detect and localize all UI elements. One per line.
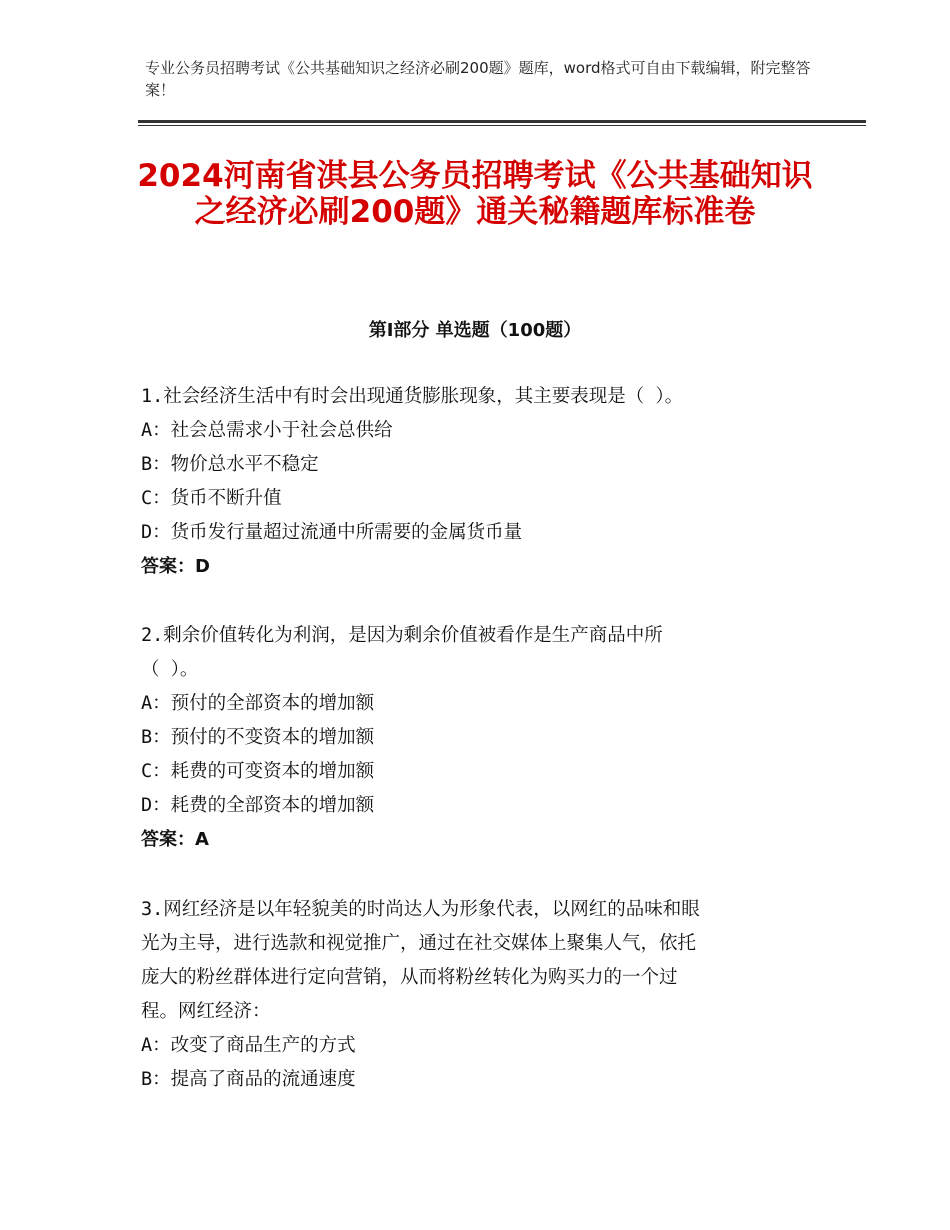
question-3-text-line2: 光为主导，进行选款和视觉推广，通过在社交媒体上聚集人气，依托 — [141, 933, 697, 954]
header-rule-thick — [138, 120, 866, 123]
question-1-option-d: D：货币发行量超过流通中所需要的金属货币量 — [141, 522, 523, 543]
question-3-option-b: B：提高了商品的流通速度 — [141, 1069, 356, 1090]
question-1-text: 1.社会经济生活中有时会出现通货膨胀现象，其主要表现是（ ）。 — [141, 386, 684, 407]
question-1-option-b: B：物价总水平不稳定 — [141, 454, 319, 475]
question-3-text-line4: 程。网红经济： — [141, 1001, 271, 1022]
question-2-option-a: A：预付的全部资本的增加额 — [141, 693, 375, 714]
question-3-text-line3: 庞大的粉丝群体进行定向营销，从而将粉丝转化为购买力的一个过 — [141, 967, 678, 988]
question-2-option-b: B：预付的不变资本的增加额 — [141, 727, 375, 748]
question-3-option-a: A：改变了商品生产的方式 — [141, 1035, 356, 1056]
question-2-text-line1: 2.剩余价值转化为利润，是因为剩余价值被看作是生产商品中所 — [141, 625, 663, 646]
question-2-text-line2: （ ）。 — [141, 659, 199, 680]
question-1-option-a: A：社会总需求小于社会总供给 — [141, 420, 393, 441]
question-2-option-c: C：耗费的可变资本的增加额 — [141, 761, 375, 782]
header-note: 专业公务员招聘考试《公共基础知识之经济必刷200题》题库，word格式可自由下载编辑，附完整答案！ — [145, 59, 811, 99]
section-title: 第Ⅰ部分 单选题（100题） — [368, 320, 582, 341]
document-title: 2024河南省淇县公务员招聘考试《公共基础知识之经济必刷200题》通关秘籍题库标准卷 — [137, 158, 813, 230]
header-rule-thin — [138, 125, 866, 126]
question-3-text-line1: 3.网红经济是以年轻貌美的时尚达人为形象代表，以网红的品味和眼 — [141, 899, 700, 920]
question-1-answer: 答案：D — [141, 556, 210, 577]
question-2-option-d: D：耗费的全部资本的增加额 — [141, 795, 375, 816]
question-1-option-c: C：货币不断升值 — [141, 488, 282, 509]
question-2-answer: 答案：A — [141, 829, 209, 850]
